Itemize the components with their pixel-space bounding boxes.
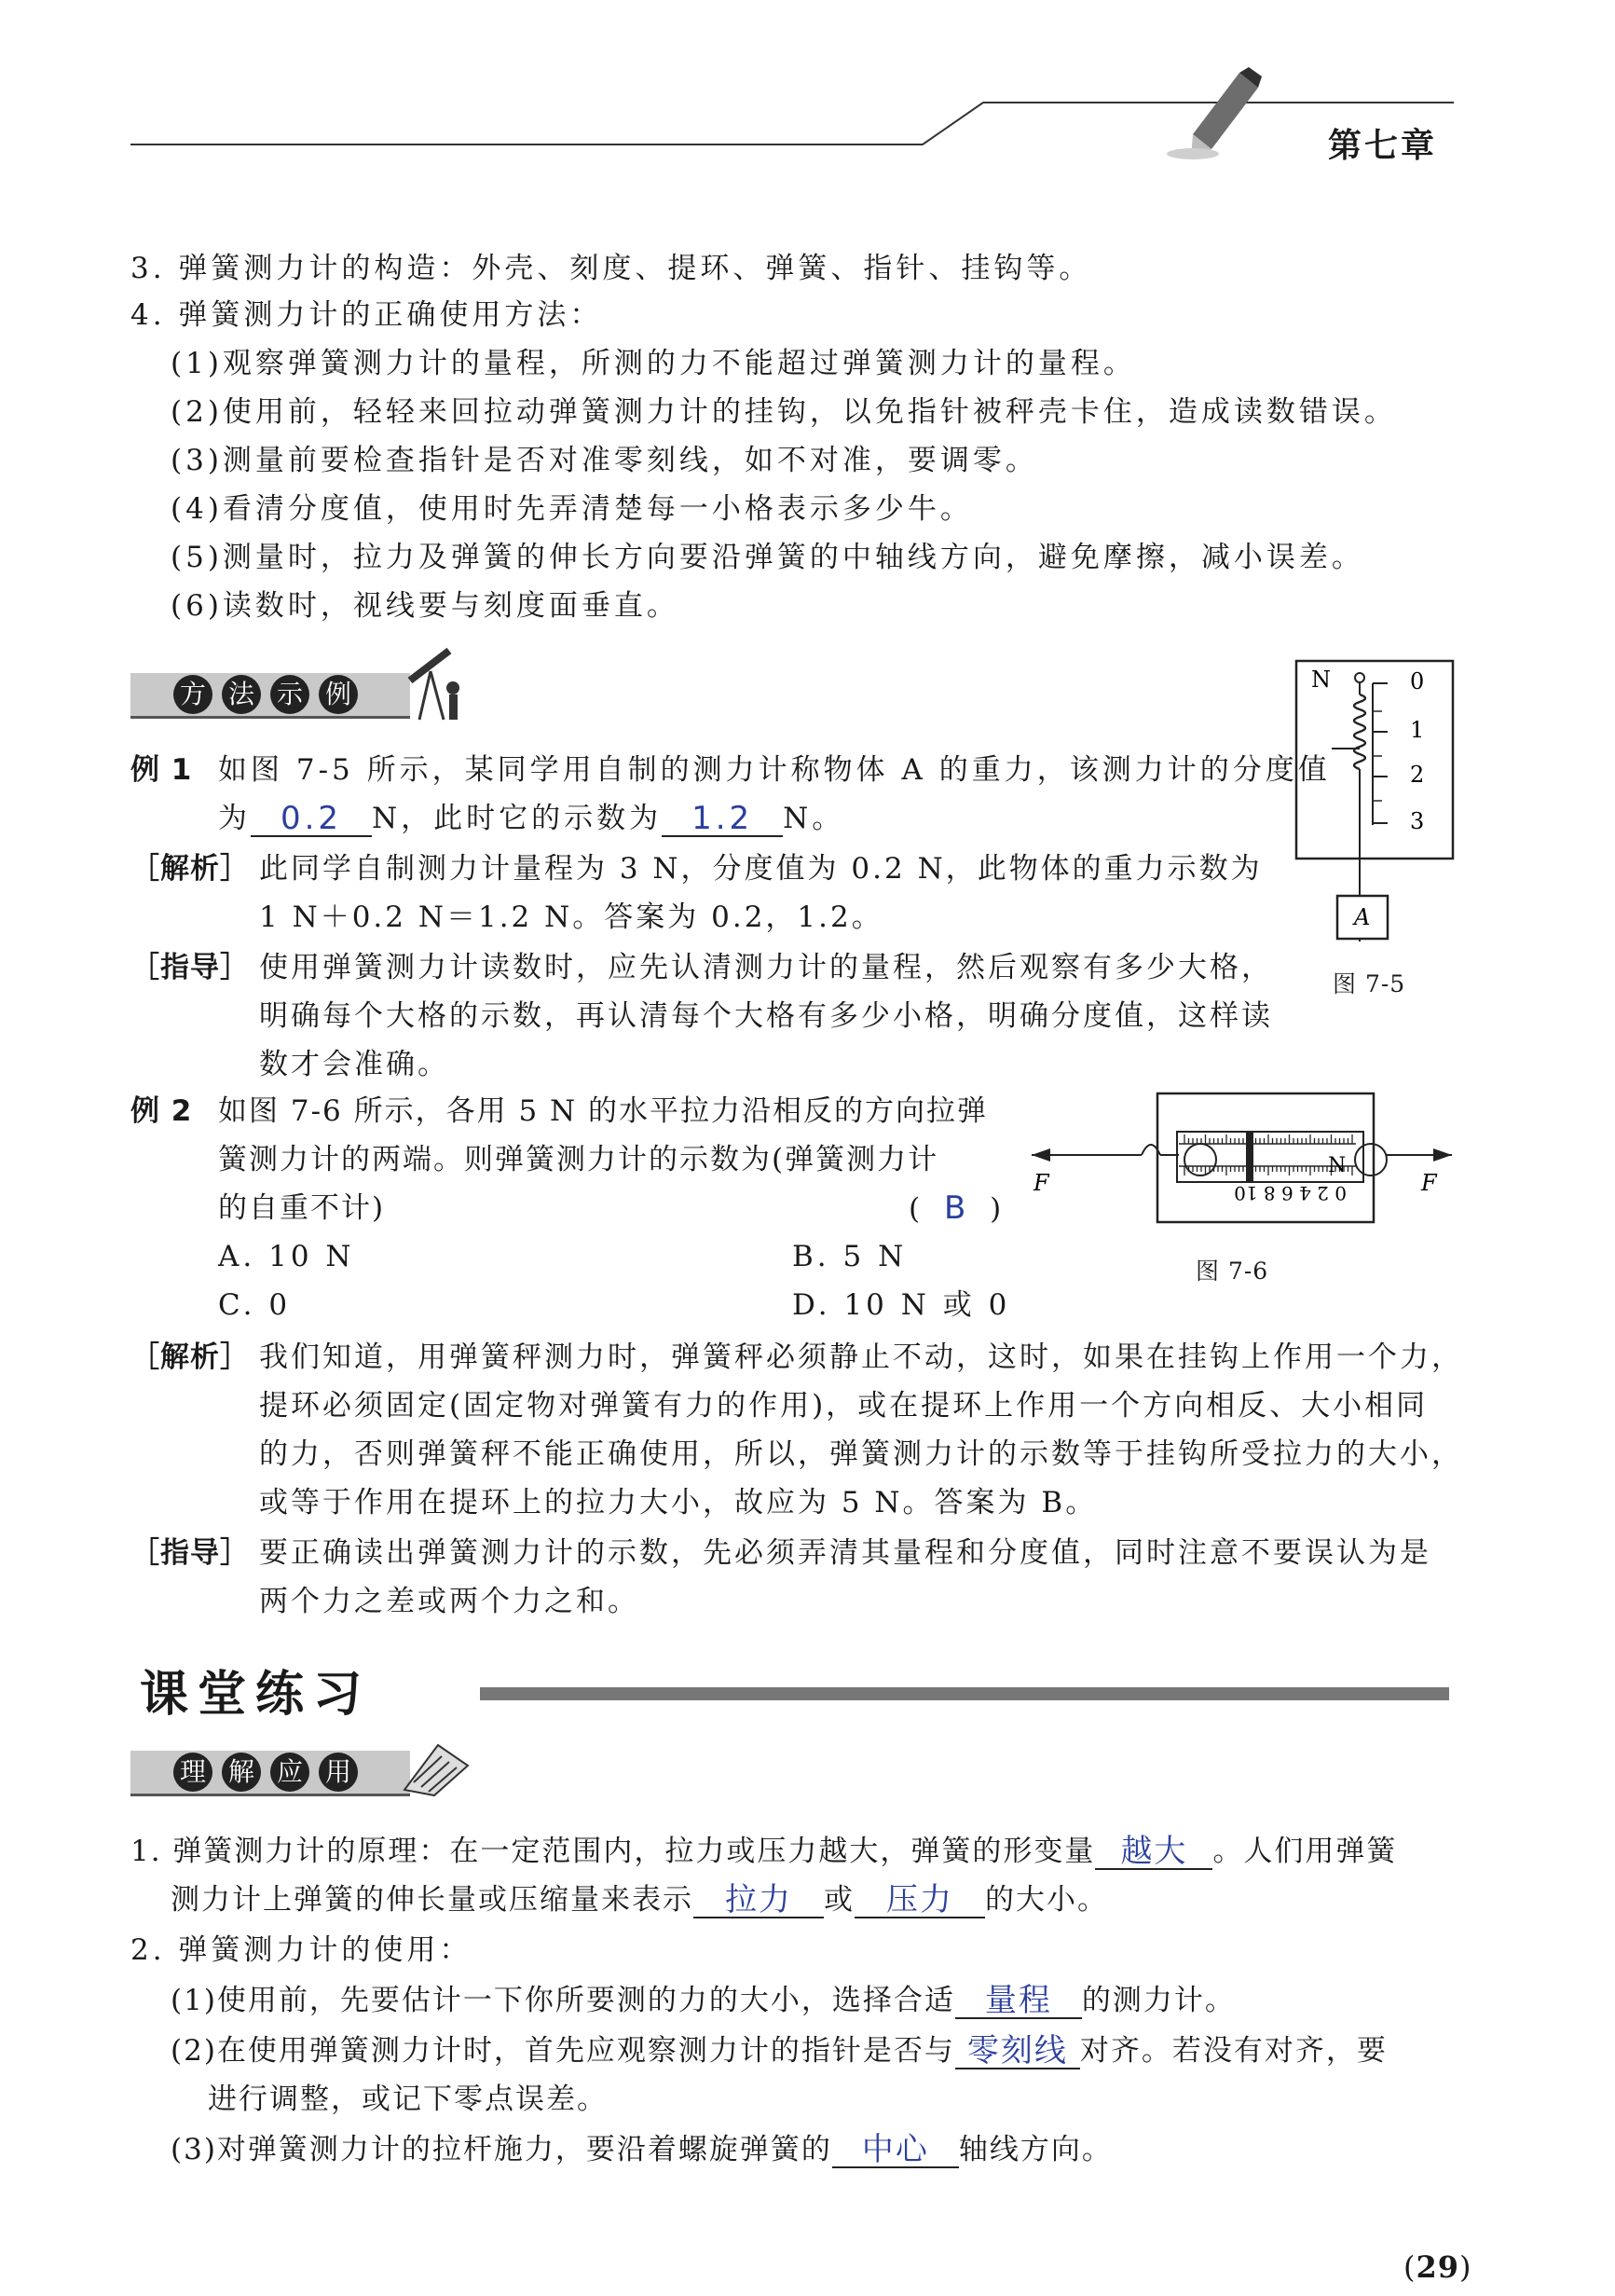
ex2-jiexi-1: 我们知道，用弹簧秤测力时，弹簧秤必须静止不动，这时，如果在挂钩上作用一个力， [259, 1340, 1463, 1374]
fig76-force-left: F [1033, 1170, 1049, 1196]
ex1-line2-mid: N，此时它的示数为 [372, 802, 663, 835]
ex2-zhidao-2: 两个力之差或两个力之和。 [259, 1585, 639, 1618]
ex2-jiexi-4: 或等于作用在提环上的拉力大小，故应为 5 N。答案为 B。 [259, 1486, 1098, 1519]
practice-char-1: 理 [173, 1753, 212, 1792]
practice-banner [130, 1751, 410, 1796]
method-char-4: 例 [319, 675, 358, 714]
practice-char-3: 应 [270, 1753, 309, 1792]
page-number [1403, 2248, 1472, 2286]
pencil-icon [1165, 65, 1267, 168]
note-sub-6: (6)读数时，视线要与刻度面垂直。 [171, 589, 679, 623]
q2-sub-2 [171, 2032, 1388, 2069]
ex2-option-d[interactable]: D. 10 N 或 0 [792, 1288, 1011, 1322]
ex1-zhidao-tag: ［指导］ [130, 951, 250, 984]
note-item-4: 4. 弹簧测力计的正确使用方法： [130, 298, 603, 332]
fig76-scale-labels: 0 2 4 6 8 10 [1234, 1182, 1347, 1204]
note-sub-1: (1)观察弹簧测力计的量程，所测的力不能超过弹簧测力计的量程。 [171, 347, 1136, 380]
q1-post: 的大小。 [985, 1883, 1108, 1917]
ex2-label: 例 2 [130, 1094, 193, 1128]
ex2-jiexi-2: 提环必须固定(固定物对弹簧有力的作用)，或在提环上作用一个方向相反、大小相同 [259, 1389, 1429, 1423]
note-sub-3: (3)测量前要检查指针是否对准零刻线，如不对准，要调零。 [171, 444, 1038, 477]
q1-answer-3: 压力 [886, 1881, 953, 1918]
q1-or: 或 [824, 1883, 855, 1917]
q2-s3-post: 轴线方向。 [958, 2133, 1113, 2166]
note-sub-4: (4)看清分度值，使用时先弄清楚每一小格表示多少牛。 [171, 492, 973, 526]
fig76-caption: 图 7-6 [1196, 1258, 1269, 1285]
q2-s2-pre: (2)在使用弹簧测力计时，首先应观察测力计的指针是否与 [171, 2034, 955, 2068]
ex1-zhidao-1: 使用弹簧测力计读数时，应先认清测力计的量程，然后观察有多少大格， [259, 951, 1273, 984]
ex1-answer-1: 0.2 [280, 800, 343, 837]
book-icon [401, 1736, 471, 1797]
note-sub-2: (2)使用前，轻轻来回拉动弹簧测力计的挂钩，以免指针被秤壳卡住，造成读数错误。 [171, 395, 1397, 429]
ex1-jiexi-2: 1 N＋0.2 N＝1.2 N。答案为 0.2，1.2。 [259, 901, 883, 934]
method-char-2: 法 [222, 675, 261, 714]
ex2-zhidao-1: 要正确读出弹簧测力计的示数，先必须弄清其量程和分度值，同时注意不要误认为是 [259, 1536, 1431, 1570]
note-sub-5: (5)测量时，拉力及弹簧的伸长方向要沿弹簧的中轴线方向，避免摩擦，减小误差。 [171, 541, 1364, 574]
fig76-force-right: F [1421, 1170, 1437, 1196]
q1-blank-2[interactable] [693, 1881, 824, 1918]
ex1-line2-pre: 为 [218, 802, 251, 835]
ex2-zhidao-tag: ［指导］ [130, 1536, 250, 1570]
q1-blank-1[interactable] [1095, 1833, 1212, 1870]
ex2-option-b[interactable]: B. 5 N [792, 1240, 908, 1273]
ex1-zhidao-3: 数才会准确。 [259, 1048, 449, 1081]
method-char-3: 示 [270, 675, 309, 714]
q2-s1-answer: 量程 [984, 1982, 1052, 2019]
ex1-blank-1[interactable] [251, 800, 372, 837]
q2-s1-post: 的测力计。 [1081, 1984, 1236, 2017]
q2-s2-blank[interactable] [955, 2032, 1080, 2069]
ex2-paren-close: ) [990, 1192, 1003, 1226]
ex2-option-a[interactable]: A. 10 N [218, 1240, 355, 1273]
chapter-title: 第七章 [1328, 126, 1438, 165]
fig75-tick-2: 2 [1410, 762, 1425, 788]
ex1-zhidao-2: 明确每个大格的示数，再认清每个大格有多少小格，明确分度值，这样读 [259, 999, 1273, 1033]
telescope-icon [403, 643, 468, 727]
ex1-line2-post: N。 [783, 802, 845, 835]
q1-text-pre: 1. 弹簧测力计的原理：在一定范围内，拉力或压力越大，弹簧的形变量 [130, 1835, 1096, 1868]
q2-title: 2. 弹簧测力计的使用： [130, 1933, 472, 1967]
note-item-3: 3. 弹簧测力计的构造：外壳、刻度、提环、弹簧、指针、挂钩等。 [130, 252, 1092, 285]
q2-s2-answer: 零刻线 [966, 2032, 1068, 2069]
ex1-jiexi-1: 此同学自制测力计量程为 3 N，分度值为 0.2 N，此物体的重力示数为 [259, 852, 1263, 886]
ex2-line-3: 的自重不计) [218, 1191, 386, 1225]
figure-7-5 [1291, 657, 1458, 942]
ex2-line-1: 如图 7-6 所示，各用 5 N 的水平拉力沿相反的方向拉弹 [218, 1094, 989, 1128]
q1-blank-3[interactable] [855, 1881, 985, 1918]
ex2-jiexi-tag: ［解析］ [130, 1340, 250, 1374]
figure-7-6 [1030, 1086, 1454, 1244]
q2-sub-3 [171, 2131, 1113, 2168]
q2-sub-2-line2: 进行调整，或记下零点误差。 [208, 2083, 608, 2116]
ex1-line2 [218, 800, 844, 837]
fig75-tick-1: 1 [1410, 717, 1425, 743]
ex2-paren-open: ( [909, 1192, 922, 1226]
q1-answer-2: 拉力 [725, 1881, 792, 1918]
q2-s1-blank[interactable] [955, 1982, 1082, 2019]
ex2-jiexi-3: 的力，否则弹簧秤不能正确使用，所以，弹簧测力计的示数等于挂钩所受拉力的大小， [259, 1437, 1463, 1471]
ex1-jiexi-tag: ［解析］ [130, 852, 250, 886]
fig75-block-label: A [1354, 904, 1371, 930]
ex2-line-2: 簧测力计的两端。则弹簧测力计的示数为(弹簧测力计 [218, 1143, 939, 1176]
fig75-tick-0: 0 [1410, 668, 1425, 694]
practice-title-rule [480, 1687, 1449, 1700]
ex1-label: 例 1 [130, 753, 193, 787]
practice-title: 课堂练习 [140, 1666, 372, 1723]
q2-s3-pre: (3)对弹簧测力计的拉杆施力，要沿着螺旋弹簧的 [171, 2133, 832, 2166]
practice-char-2: 解 [222, 1753, 261, 1792]
page-number-value: 29 [1416, 2249, 1460, 2285]
ex2-answer-paren [909, 1189, 1002, 1228]
q1-line-1 [130, 1833, 1397, 1870]
q1-line2-pre: 测力计上弹簧的伸长量或压缩量来表示 [171, 1883, 693, 1917]
q2-s3-answer: 中心 [861, 2131, 929, 2168]
method-char-1: 方 [173, 675, 212, 714]
fig75-tick-3: 3 [1410, 808, 1425, 834]
q2-sub-1 [171, 1982, 1236, 2019]
fig75-unit: N [1311, 667, 1331, 693]
method-banner [130, 673, 410, 719]
page-number-open: ( [1403, 2249, 1417, 2285]
ex1-line1: 如图 7-5 所示，某同学用自制的测力计称物体 A 的重力，该测力计的分度值 [218, 753, 1331, 787]
ex2-answer[interactable]: B [943, 1189, 967, 1227]
q2-s2-post: 对齐。若没有对齐，要 [1079, 2034, 1388, 2068]
q2-s1-pre: (1)使用前，先要估计一下你所要测的力的大小，选择合适 [171, 1984, 955, 2017]
ex1-blank-2[interactable] [662, 800, 783, 837]
fig75-caption: 图 7-5 [1333, 970, 1406, 997]
q1-line-2 [171, 1881, 1108, 1918]
fig76-unit: N [1328, 1154, 1347, 1177]
q1-text-mid: 。人们用弹簧 [1212, 1835, 1398, 1868]
q1-answer-1: 越大 [1120, 1833, 1188, 1870]
page-number-close: ) [1459, 2249, 1472, 2285]
q2-s3-blank[interactable] [832, 2131, 959, 2168]
ex1-answer-2: 1.2 [691, 800, 754, 837]
ex2-option-c[interactable]: C. 0 [218, 1288, 292, 1322]
practice-char-4: 用 [319, 1753, 358, 1792]
